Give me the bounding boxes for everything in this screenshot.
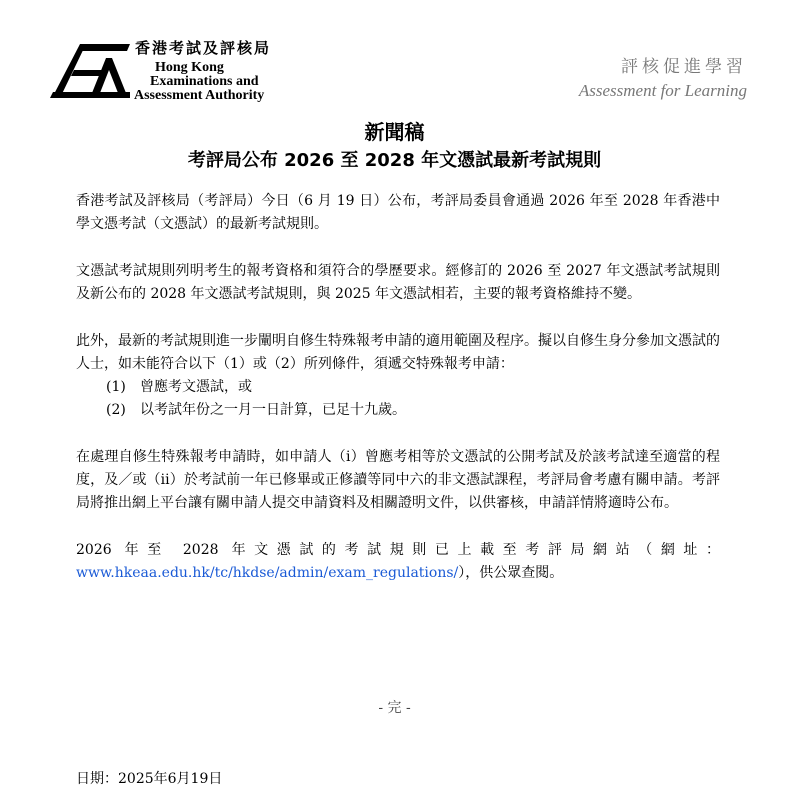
hkeaa-logo-icon bbox=[50, 40, 132, 100]
motto-en: Assessment for Learning bbox=[578, 81, 747, 100]
org-name-zh: 香港考試及評核局 bbox=[135, 39, 272, 57]
paragraph-5-line1: 2026 年至 2028 年文憑試的考試規則已上載至考評局網站（網址： bbox=[76, 542, 720, 558]
org-name-en-line3: Assessment Authority bbox=[134, 88, 265, 103]
paragraph-5 bbox=[76, 539, 720, 585]
org-name-en-line1: Hong Kong bbox=[155, 60, 224, 75]
paragraph-5-line2 bbox=[76, 562, 720, 585]
release-date: 日期：2025年6月19日 bbox=[76, 771, 223, 787]
paragraph-4: 在處理自修生特殊報考申請時，如申請人（i）曾應考相等於文憑試的公開考試及於該考試達至適當的程度，及／或（ii）於考試前一年已修畢或正修讀等同中六的非文憑試課程，考評局會考慮有關申請。考評局將推出網上平台讓有關申請人提交申請資料及相關證明文件，以供審核，申請詳情將適時公布。 bbox=[76, 449, 720, 511]
motto-block bbox=[579, 52, 747, 101]
org-name-en-line2: Examinations and bbox=[150, 74, 259, 89]
exam-regulations-link[interactable]: www.hkeaa.edu.hk/tc/hkdse/admin/exam_regulations/ bbox=[76, 565, 459, 581]
press-release-title: 考評局公布 2026 至 2028 年文憑試最新考試規則 bbox=[187, 150, 602, 171]
paragraph-3-block bbox=[76, 330, 720, 422]
paragraph-2: 文憑試考試規則列明考生的報考資格和須符合的學歷要求。經修訂的 2026 至 2027 年文憑試考試規則及新公布的 2028 年文憑試考試規則，與 2025 年文憑試相若，主要的報考資格維持不變。 bbox=[76, 263, 720, 302]
paragraph-3: 此外，最新的考試規則進一步闡明自修生特殊報考申請的適用範圍及程序。擬以自修生身分參加文憑試的人士，如未能符合以下（1）或（2）所列條件，須遞交特殊報考申請： bbox=[76, 333, 720, 372]
paragraph-5-tail: ），供公眾查閱。 bbox=[458, 565, 564, 581]
press-release-heading: 新聞稿 bbox=[364, 120, 425, 144]
paragraph-1: 香港考試及評核局（考評局）今日（6 月 19 日）公布，考評局委員會通過 2026 年至 2028 年香港中學文憑考試（文憑試）的最新考試規則。 bbox=[76, 193, 720, 232]
list-item bbox=[106, 376, 720, 399]
list-item-number: (1) bbox=[106, 379, 126, 395]
list-item-text: 以考試年份之一月一日計算，已足十九歲。 bbox=[140, 402, 406, 418]
list-item bbox=[106, 399, 720, 422]
condition-list bbox=[76, 376, 720, 422]
end-mark: - 完 - bbox=[378, 700, 411, 716]
motto-zh: 評核促進學習 bbox=[621, 57, 747, 77]
list-item-text: 曾應考文憑試，或 bbox=[140, 379, 252, 395]
org-name-block bbox=[133, 37, 313, 103]
press-release-body bbox=[76, 190, 720, 609]
list-item-number: (2) bbox=[106, 402, 126, 418]
letterhead bbox=[0, 0, 789, 110]
